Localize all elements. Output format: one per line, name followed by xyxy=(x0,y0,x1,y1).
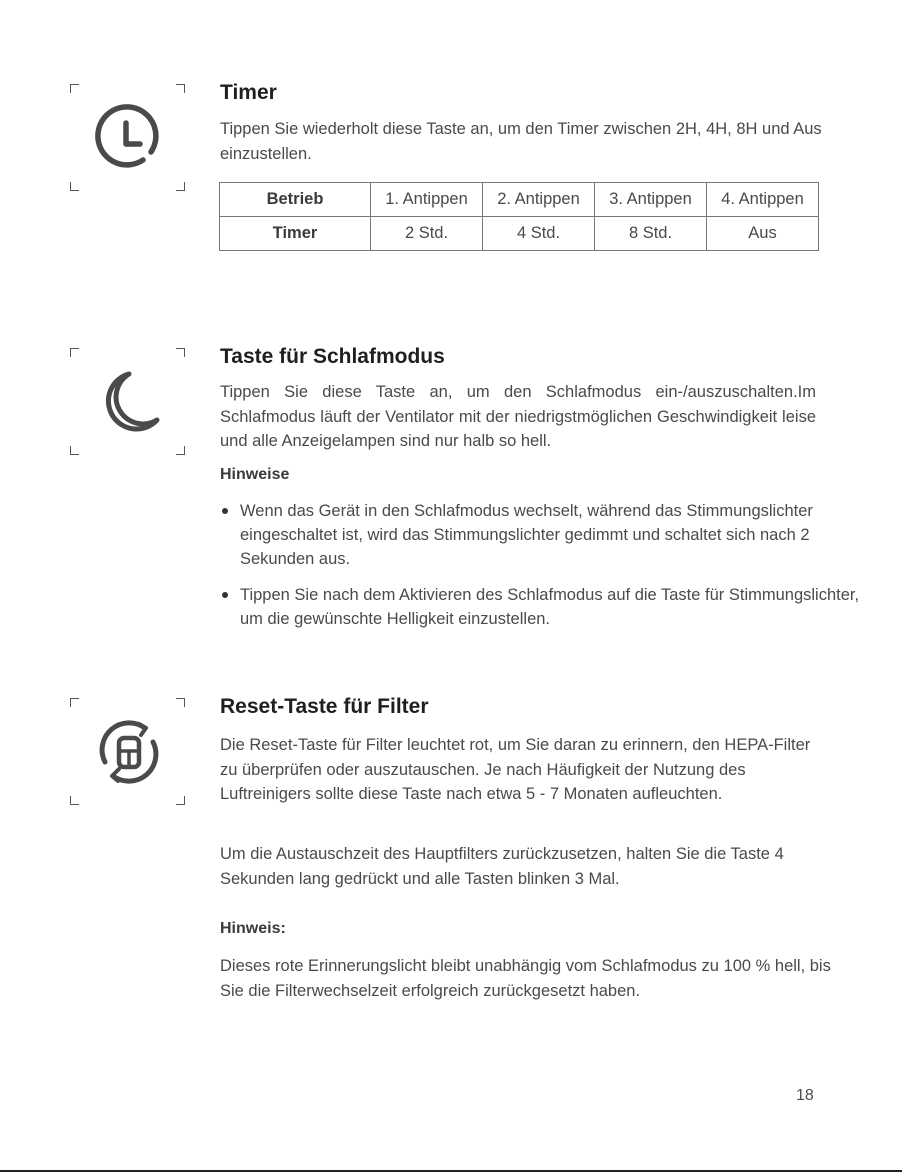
table-cell: 8 Std. xyxy=(595,217,707,251)
frame-corner xyxy=(70,348,79,357)
page-number: 18 xyxy=(796,1087,814,1104)
table-cell: 2. Antippen xyxy=(483,183,595,217)
timer-table xyxy=(219,182,819,251)
frame-corner xyxy=(70,698,79,707)
frame-corner xyxy=(70,796,79,805)
frame-corner xyxy=(176,796,185,805)
table-cell: 3. Antippen xyxy=(595,183,707,217)
list-item: Wenn das Gerät in den Schlafmodus wechselt, während das Stimmungslichter eingeschaltet ist, wird das Stimmungslichter gedimmt und schaltet sich nach 2 Sekunden aus. xyxy=(220,499,860,571)
table-header-cell: Timer xyxy=(220,217,371,251)
table-cell: 4. Antippen xyxy=(707,183,819,217)
table-row xyxy=(220,217,819,251)
table-cell: 4 Std. xyxy=(483,217,595,251)
frame-corner xyxy=(70,446,79,455)
frame-corner xyxy=(176,84,185,93)
frame-corner xyxy=(70,182,79,191)
sleep-notes-list xyxy=(220,499,860,643)
filter-note: Dieses rote Erinnerungslicht bleibt unabhängig vom Schlafmodus zu 100 % hell, bis Sie die Filterwechselzeit erfolgreich zurückgesetzt haben. xyxy=(220,957,831,1000)
moon-icon xyxy=(95,368,163,436)
timer-title: Timer xyxy=(220,81,277,104)
table-cell: 2 Std. xyxy=(371,217,483,251)
table-header-cell: Betrieb xyxy=(220,183,371,217)
filter-icon-frame xyxy=(70,698,185,805)
filter-reset-icon xyxy=(95,718,163,786)
clock-icon xyxy=(95,104,163,172)
list-item: Tippen Sie nach dem Aktivieren des Schlafmodus auf die Taste für Stimmungslichter, um die gewünschte Helligkeit einzustellen. xyxy=(220,583,860,631)
timer-description: Tippen Sie wiederholt diese Taste an, um den Timer zwischen 2H, 4H, 8H und Aus einzustellen. xyxy=(220,120,822,163)
sleep-icon-frame xyxy=(70,348,185,455)
timer-icon-frame xyxy=(70,84,185,191)
table-cell: Aus xyxy=(707,217,819,251)
sleep-description: Tippen Sie diese Taste an, um den Schlafmodus ein-/auszuschalten.Im Schlafmodus läuft der Ventilator mit der niedrigstmöglichen Geschwindigkeit leise und alle Anzeigelampen sind nur halb so hell. xyxy=(220,383,816,450)
filter-note-label: Hinweis: xyxy=(220,920,286,937)
frame-corner xyxy=(176,348,185,357)
frame-corner xyxy=(176,182,185,191)
frame-corner xyxy=(176,446,185,455)
frame-corner xyxy=(70,84,79,93)
frame-corner xyxy=(176,698,185,707)
table-cell: 1. Antippen xyxy=(371,183,483,217)
bottom-divider xyxy=(0,1170,902,1172)
filter-reset-instructions: Um die Austauschzeit des Hauptfilters zurückzusetzen, halten Sie die Taste 4 Sekunden lang gedrückt und alle Tasten blinken 3 Mal. xyxy=(220,845,784,888)
sleep-title: Taste für Schlafmodus xyxy=(220,345,445,368)
filter-title: Reset-Taste für Filter xyxy=(220,695,429,718)
sleep-notes-label: Hinweise xyxy=(220,466,290,483)
filter-description: Die Reset-Taste für Filter leuchtet rot, um Sie daran zu erinnern, den HEPA-Filter zu überprüfen oder auszutauschen. Je nach Häufigkeit der Nutzung des Luftreinigers sollte diese Taste nach etwa 5 - 7 Monaten aufleuchten. xyxy=(220,736,811,803)
table-row xyxy=(220,183,819,217)
